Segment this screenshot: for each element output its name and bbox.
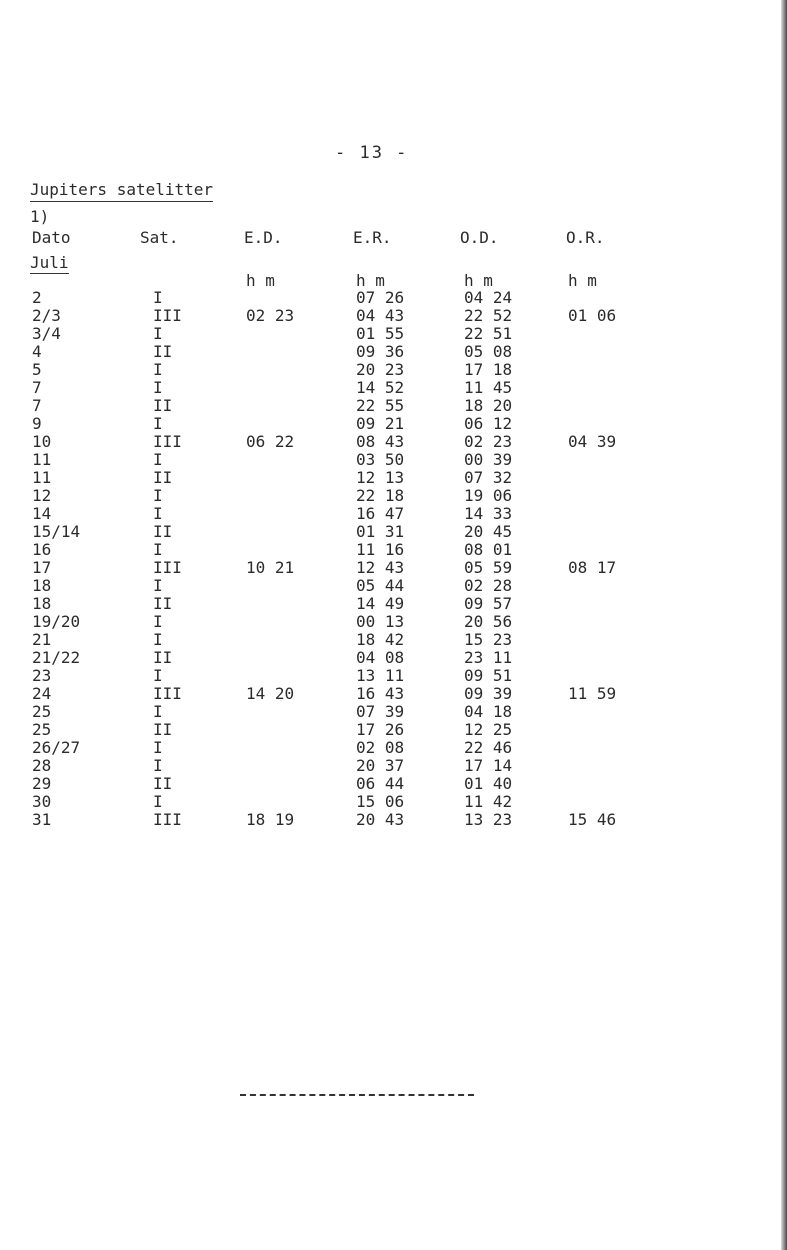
table-row bbox=[0, 559, 787, 577]
er-cell: 01 31 bbox=[356, 522, 405, 541]
table-row bbox=[0, 343, 787, 361]
table-row bbox=[0, 757, 787, 775]
eclipse-table bbox=[0, 289, 787, 829]
table-row bbox=[0, 739, 787, 757]
page-number: - 13 - bbox=[335, 143, 409, 163]
od-cell: 22 46 bbox=[464, 738, 513, 757]
od-cell: 00 39 bbox=[464, 450, 513, 469]
date-cell: 11 bbox=[32, 450, 52, 469]
date-cell: 3/4 bbox=[32, 324, 61, 343]
date-cell: 2/3 bbox=[32, 306, 61, 325]
date-cell: 25 bbox=[32, 720, 52, 739]
table-row bbox=[0, 523, 787, 541]
er-cell: 04 08 bbox=[356, 648, 405, 667]
od-cell: 05 08 bbox=[464, 342, 513, 361]
od-cell: 01 40 bbox=[464, 774, 513, 793]
date-cell: 19/20 bbox=[32, 612, 81, 631]
date-cell: 24 bbox=[32, 684, 52, 703]
satellite-cell: I bbox=[153, 738, 163, 757]
date-cell: 28 bbox=[32, 756, 52, 775]
table-row bbox=[0, 487, 787, 505]
table-row bbox=[0, 649, 787, 667]
satellite-cell: I bbox=[153, 504, 163, 523]
date-cell: 5 bbox=[32, 360, 42, 379]
satellite-cell: I bbox=[153, 288, 163, 307]
od-cell: 14 33 bbox=[464, 504, 513, 523]
table-row bbox=[0, 721, 787, 739]
unit-ed: h m bbox=[246, 271, 275, 290]
er-cell: 15 06 bbox=[356, 792, 405, 811]
date-cell: 2 bbox=[32, 288, 42, 307]
table-row bbox=[0, 307, 787, 325]
od-cell: 15 23 bbox=[464, 630, 513, 649]
date-cell: 11 bbox=[32, 468, 52, 487]
er-cell: 03 50 bbox=[356, 450, 405, 469]
date-cell: 17 bbox=[32, 558, 52, 577]
er-cell: 18 42 bbox=[356, 630, 405, 649]
od-cell: 13 23 bbox=[464, 810, 513, 829]
er-cell: 07 39 bbox=[356, 702, 405, 721]
table-row bbox=[0, 379, 787, 397]
od-cell: 17 18 bbox=[464, 360, 513, 379]
ed-cell: 18 19 bbox=[246, 810, 295, 829]
date-cell: 26/27 bbox=[32, 738, 81, 757]
date-cell: 25 bbox=[32, 702, 52, 721]
satellite-cell: I bbox=[153, 486, 163, 505]
od-cell: 22 51 bbox=[464, 324, 513, 343]
date-cell: 18 bbox=[32, 576, 52, 595]
er-cell: 14 49 bbox=[356, 594, 405, 613]
od-cell: 09 51 bbox=[464, 666, 513, 685]
od-cell: 23 11 bbox=[464, 648, 513, 667]
table-row bbox=[0, 613, 787, 631]
date-cell: 15/14 bbox=[32, 522, 81, 541]
od-cell: 08 01 bbox=[464, 540, 513, 559]
date-cell: 21 bbox=[32, 630, 52, 649]
date-cell: 21/22 bbox=[32, 648, 81, 667]
header-or: O.R. bbox=[566, 228, 605, 247]
date-cell: 12 bbox=[32, 486, 52, 505]
er-cell: 02 08 bbox=[356, 738, 405, 757]
er-cell: 09 21 bbox=[356, 414, 405, 433]
er-cell: 00 13 bbox=[356, 612, 405, 631]
er-cell: 11 16 bbox=[356, 540, 405, 559]
ed-cell: 06 22 bbox=[246, 432, 295, 451]
satellite-cell: I bbox=[153, 414, 163, 433]
table-row bbox=[0, 415, 787, 433]
satellite-cell: I bbox=[153, 360, 163, 379]
er-cell: 01 55 bbox=[356, 324, 405, 343]
od-cell: 19 06 bbox=[464, 486, 513, 505]
satellite-cell: I bbox=[153, 666, 163, 685]
satellite-cell: III bbox=[153, 306, 182, 325]
table-row bbox=[0, 289, 787, 307]
er-cell: 08 43 bbox=[356, 432, 405, 451]
satellite-cell: II bbox=[153, 594, 173, 613]
er-cell: 13 11 bbox=[356, 666, 405, 685]
table-row bbox=[0, 451, 787, 469]
date-cell: 9 bbox=[32, 414, 42, 433]
table-row bbox=[0, 667, 787, 685]
satellite-cell: I bbox=[153, 576, 163, 595]
od-cell: 22 52 bbox=[464, 306, 513, 325]
satellite-cell: I bbox=[153, 792, 163, 811]
er-cell: 22 18 bbox=[356, 486, 405, 505]
er-cell: 07 26 bbox=[356, 288, 405, 307]
od-cell: 11 42 bbox=[464, 792, 513, 811]
er-cell: 20 37 bbox=[356, 756, 405, 775]
date-cell: 16 bbox=[32, 540, 52, 559]
date-cell: 14 bbox=[32, 504, 52, 523]
table-row bbox=[0, 595, 787, 613]
od-cell: 20 45 bbox=[464, 522, 513, 541]
footnote-marker: 1) bbox=[30, 207, 50, 226]
table-row bbox=[0, 541, 787, 559]
table-row bbox=[0, 325, 787, 343]
er-cell: 09 36 bbox=[356, 342, 405, 361]
satellite-cell: III bbox=[153, 432, 182, 451]
date-cell: 7 bbox=[32, 378, 42, 397]
table-row bbox=[0, 703, 787, 721]
od-cell: 18 20 bbox=[464, 396, 513, 415]
header-date: Dato bbox=[32, 228, 71, 247]
satellite-cell: I bbox=[153, 630, 163, 649]
header-od: O.D. bbox=[460, 228, 499, 247]
unit-od: h m bbox=[464, 271, 493, 290]
ed-cell: 10 21 bbox=[246, 558, 295, 577]
er-cell: 17 26 bbox=[356, 720, 405, 739]
satellite-cell: II bbox=[153, 720, 173, 739]
date-cell: 4 bbox=[32, 342, 42, 361]
er-cell: 05 44 bbox=[356, 576, 405, 595]
od-cell: 09 39 bbox=[464, 684, 513, 703]
satellite-cell: I bbox=[153, 612, 163, 631]
table-row bbox=[0, 469, 787, 487]
table-row bbox=[0, 433, 787, 451]
or-cell: 08 17 bbox=[568, 558, 617, 577]
od-cell: 17 14 bbox=[464, 756, 513, 775]
unit-or: h m bbox=[568, 271, 597, 290]
header-ed: E.D. bbox=[244, 228, 283, 247]
date-cell: 7 bbox=[32, 396, 42, 415]
satellite-cell: III bbox=[153, 810, 182, 829]
satellite-cell: I bbox=[153, 540, 163, 559]
od-cell: 09 57 bbox=[464, 594, 513, 613]
header-er: E.R. bbox=[353, 228, 392, 247]
er-cell: 12 13 bbox=[356, 468, 405, 487]
satellite-cell: I bbox=[153, 378, 163, 397]
od-cell: 20 56 bbox=[464, 612, 513, 631]
date-cell: 29 bbox=[32, 774, 52, 793]
er-cell: 20 43 bbox=[356, 810, 405, 829]
table-row bbox=[0, 811, 787, 829]
satellite-cell: I bbox=[153, 702, 163, 721]
er-cell: 12 43 bbox=[356, 558, 405, 577]
or-cell: 01 06 bbox=[568, 306, 617, 325]
table-row bbox=[0, 397, 787, 415]
satellite-cell: II bbox=[153, 468, 173, 487]
date-cell: 23 bbox=[32, 666, 52, 685]
er-cell: 22 55 bbox=[356, 396, 405, 415]
er-cell: 14 52 bbox=[356, 378, 405, 397]
date-cell: 10 bbox=[32, 432, 52, 451]
ed-cell: 14 20 bbox=[246, 684, 295, 703]
satellite-cell: III bbox=[153, 558, 182, 577]
er-cell: 04 43 bbox=[356, 306, 405, 325]
od-cell: 05 59 bbox=[464, 558, 513, 577]
or-cell: 11 59 bbox=[568, 684, 617, 703]
od-cell: 02 28 bbox=[464, 576, 513, 595]
page-title: Jupiters satelitter bbox=[30, 180, 213, 202]
date-cell: 18 bbox=[32, 594, 52, 613]
er-cell: 06 44 bbox=[356, 774, 405, 793]
satellite-cell: II bbox=[153, 774, 173, 793]
table-row bbox=[0, 685, 787, 703]
table-row bbox=[0, 361, 787, 379]
or-cell: 04 39 bbox=[568, 432, 617, 451]
satellite-cell: II bbox=[153, 342, 173, 361]
od-cell: 02 23 bbox=[464, 432, 513, 451]
od-cell: 06 12 bbox=[464, 414, 513, 433]
table-row bbox=[0, 505, 787, 523]
od-cell: 07 32 bbox=[464, 468, 513, 487]
satellite-cell: II bbox=[153, 648, 173, 667]
header-satellite: Sat. bbox=[140, 228, 179, 247]
satellite-cell: III bbox=[153, 684, 182, 703]
satellite-cell: I bbox=[153, 324, 163, 343]
table-row bbox=[0, 775, 787, 793]
od-cell: 04 18 bbox=[464, 702, 513, 721]
month-label: Juli bbox=[30, 253, 69, 272]
date-cell: 31 bbox=[32, 810, 52, 829]
table-row bbox=[0, 577, 787, 595]
end-dashed-rule bbox=[240, 1094, 474, 1096]
er-cell: 16 47 bbox=[356, 504, 405, 523]
table-row bbox=[0, 631, 787, 649]
satellite-cell: II bbox=[153, 522, 173, 541]
od-cell: 12 25 bbox=[464, 720, 513, 739]
satellite-cell: I bbox=[153, 756, 163, 775]
satellite-cell: I bbox=[153, 450, 163, 469]
er-cell: 16 43 bbox=[356, 684, 405, 703]
od-cell: 04 24 bbox=[464, 288, 513, 307]
er-cell: 20 23 bbox=[356, 360, 405, 379]
date-cell: 30 bbox=[32, 792, 52, 811]
ed-cell: 02 23 bbox=[246, 306, 295, 325]
od-cell: 11 45 bbox=[464, 378, 513, 397]
satellite-cell: II bbox=[153, 396, 173, 415]
or-cell: 15 46 bbox=[568, 810, 617, 829]
unit-er: h m bbox=[356, 271, 385, 290]
table-row bbox=[0, 793, 787, 811]
